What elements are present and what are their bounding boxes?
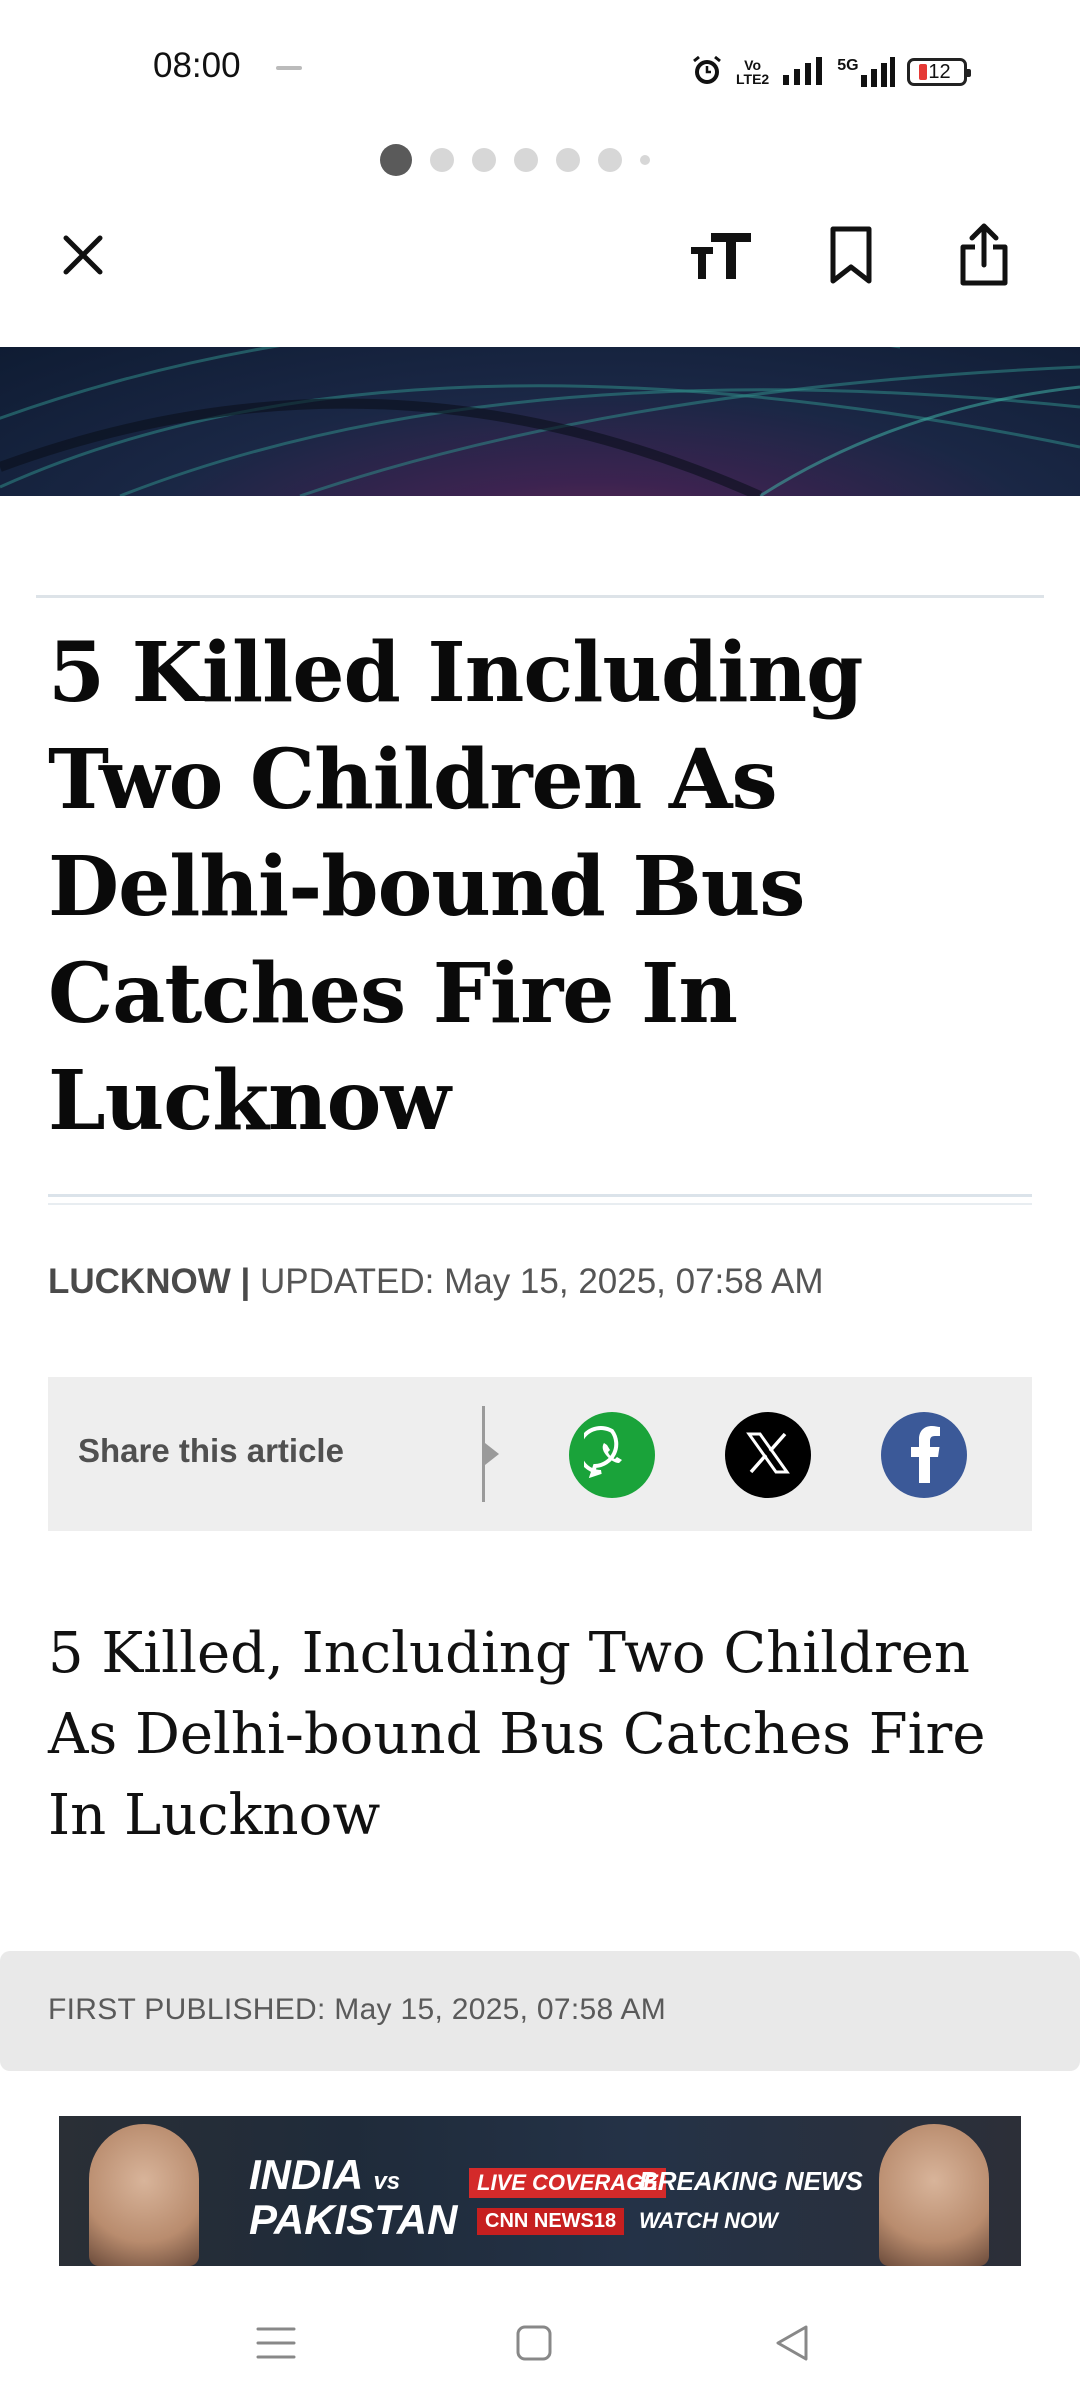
pager-dot[interactable] — [556, 148, 580, 172]
ad-title-vs: vs — [373, 2168, 401, 2195]
article-summary: 5 Killed, Including Two Children As Delhi-bound Bus Catches Fire In Lucknow — [48, 1621, 986, 1848]
ad-title-line1: INDIA — [249, 2151, 362, 2198]
ad-person-image — [89, 2124, 199, 2266]
x-icon — [745, 1430, 791, 1481]
pager-dot[interactable] — [430, 148, 454, 172]
story-pager — [380, 144, 650, 176]
bookmark-button[interactable] — [816, 222, 886, 292]
text-size-icon — [689, 229, 753, 286]
divider — [48, 1194, 1032, 1197]
divider — [48, 1203, 1032, 1205]
share-button[interactable] — [949, 222, 1019, 292]
divider — [36, 595, 1044, 598]
ad-channel-logo: CNN NEWS18 — [477, 2208, 624, 2235]
facebook-icon — [904, 1423, 944, 1488]
share-divider-arrow — [485, 1443, 499, 1465]
ad-breaking-text: BREAKING NEWS — [639, 2166, 863, 2196]
whatsapp-icon — [584, 1425, 640, 1486]
bookmark-icon — [827, 225, 875, 290]
home-button[interactable] — [494, 2305, 574, 2385]
whatsapp-share-button[interactable] — [569, 1412, 655, 1498]
article-meta — [48, 1262, 824, 1302]
alarm-icon — [690, 53, 724, 92]
share-icon — [957, 223, 1011, 292]
back-button[interactable] — [752, 2305, 832, 2385]
x-share-button[interactable] — [725, 1412, 811, 1498]
battery-level: 12 — [928, 60, 951, 83]
pager-dot[interactable] — [514, 148, 538, 172]
article-location: LUCKNOW | — [48, 1262, 251, 1301]
pager-dot[interactable] — [640, 155, 650, 165]
facebook-share-button[interactable] — [881, 1412, 967, 1498]
recent-apps-button[interactable] — [236, 2305, 316, 2385]
ad-person-image — [879, 2124, 989, 2266]
network-type-label: 5G — [837, 57, 859, 74]
close-button[interactable] — [48, 222, 118, 292]
status-time: 08:00 — [153, 46, 241, 85]
ad-live-badge: LIVE COVERAGE — [469, 2168, 666, 2198]
ad-title — [249, 2151, 458, 2243]
close-icon — [58, 230, 108, 285]
ad-title-line2: PAKISTAN — [249, 2196, 458, 2243]
back-icon — [772, 2323, 812, 2368]
share-label: Share this article — [78, 1432, 344, 1469]
home-icon — [514, 2323, 554, 2368]
pager-dot[interactable] — [598, 148, 622, 172]
article-updated: UPDATED: May 15, 2025, 07:58 AM — [260, 1262, 824, 1301]
text-size-button[interactable] — [686, 222, 756, 292]
status-icons — [690, 48, 967, 96]
article-headline: 5 Killed Including Two Children As Delhi-bound Bus Catches Fire In Lucknow — [48, 625, 863, 1149]
pager-dot[interactable] — [472, 148, 496, 172]
5g-signal-icon — [837, 57, 894, 87]
pager-dot[interactable] — [380, 144, 412, 176]
ad-banner[interactable] — [59, 2116, 1021, 2266]
ad-watch-now: WATCH NOW — [639, 2208, 778, 2233]
notification-indicator — [276, 66, 302, 70]
volte-icon: Vo LTE2 — [736, 57, 770, 87]
header-banner-image — [0, 347, 1080, 496]
battery-icon — [907, 58, 967, 86]
menu-icon — [254, 2323, 298, 2368]
first-published-text: FIRST PUBLISHED: May 15, 2025, 07:58 AM — [48, 1993, 667, 2026]
signal-icon — [781, 55, 825, 90]
